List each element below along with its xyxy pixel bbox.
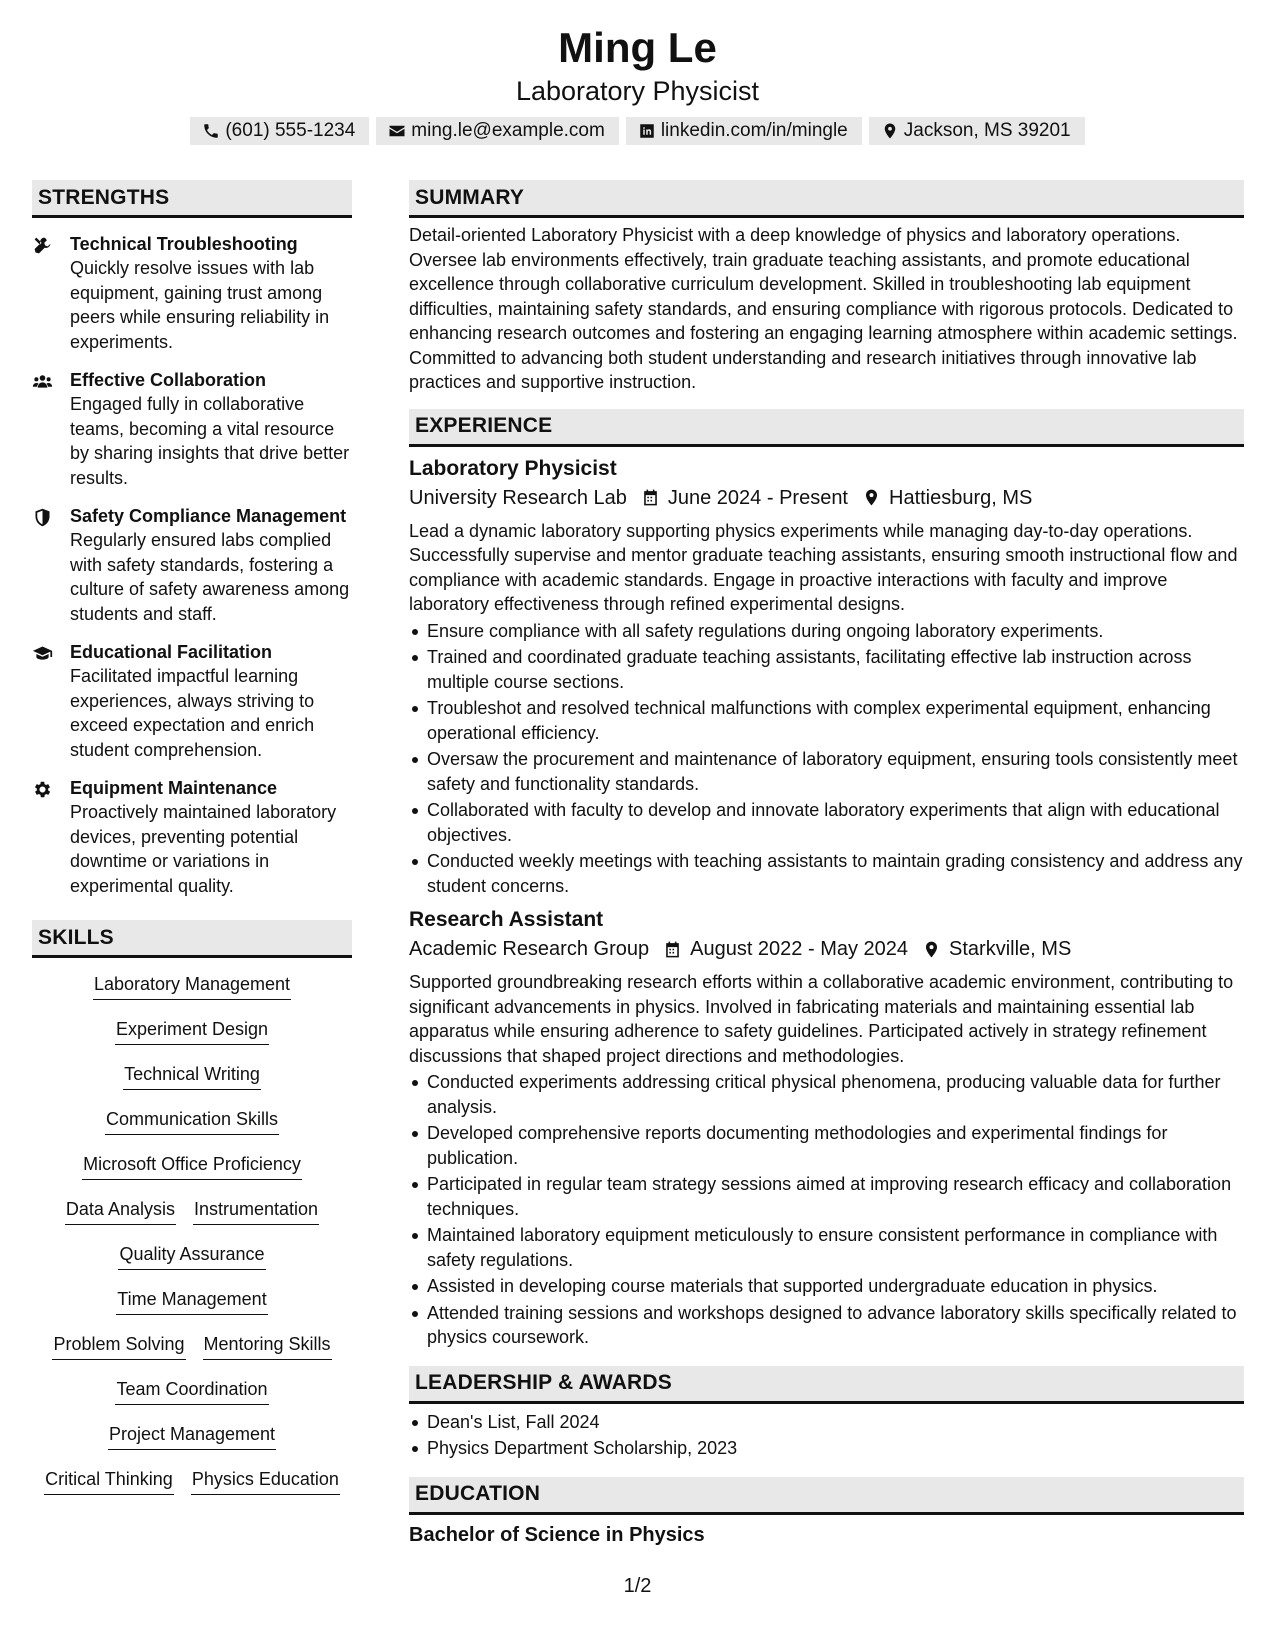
award-item: Physics Department Scholarship, 2023 — [409, 1436, 1244, 1461]
skill-tag: Experiment Design — [115, 1017, 269, 1045]
bullet-item: Troubleshot and resolved technical malfunctions with complex experimental equipment, enhancing operational efficiency. — [409, 696, 1244, 745]
strength-item — [32, 504, 352, 626]
contact-location — [869, 117, 1085, 145]
job-location: Starkville, MS — [949, 938, 1072, 960]
strengths-heading: STRENGTHS — [32, 180, 352, 218]
contact-location-text: Jackson, MS 39201 — [903, 120, 1071, 141]
bullet-item: Participated in regular team strategy sessions aimed at improving research efficacy and collaboration techniques. — [409, 1172, 1244, 1221]
job-meta — [409, 483, 1244, 513]
strength-desc: Facilitated impactful learning experiences, always striving to exceed expectation and enrich student comprehension. — [70, 666, 315, 760]
job-entry — [409, 906, 1244, 1350]
leadership-heading: LEADERSHIP & AWARDS — [409, 1366, 1244, 1404]
strength-desc: Engaged fully in collaborative teams, becoming a vital resource by sharing insights that drive better results. — [70, 394, 350, 488]
strength-title: Effective Collaboration — [70, 370, 267, 390]
strength-item — [32, 640, 352, 762]
skills-heading: SKILLS — [32, 920, 352, 958]
experience-heading: EXPERIENCE — [409, 409, 1244, 447]
skill-tag: Problem Solving — [52, 1332, 185, 1360]
contact-email-text: ming.le@example.com — [411, 120, 605, 141]
strength-desc: Proactively maintained laboratory devices, preventing potential downtime or variations in experimental quality. — [70, 802, 337, 896]
resume-header — [0, 22, 1275, 145]
linkedin-icon — [638, 122, 656, 140]
skill-tag: Technical Writing — [123, 1062, 261, 1090]
degree-title: Bachelor of Science in Physics — [409, 1523, 705, 1546]
bullet-item: Ensure compliance with all safety regulations during ongoing laboratory experiments. — [409, 619, 1244, 644]
bullet-item: Attended training sessions and workshops designed to advance laboratory skills specifically related to physics coursework. — [409, 1301, 1244, 1350]
tools-icon — [32, 235, 53, 256]
strength-title: Educational Facilitation — [70, 642, 273, 662]
job-bullets — [409, 619, 1244, 899]
job-title: Laboratory Physicist — [409, 456, 617, 480]
skill-tag: Physics Education — [191, 1467, 340, 1495]
job-description: Supported groundbreaking research efforts within a collaborative academic environment, contributing to significant advancements in physics. Involved in fabricating materials and maintaining essential lab apparatus while ensuring adherence to safety guidelines. Participated actively in strategy refinement discussions that shaped project directions and methodologies. — [409, 972, 1234, 1066]
strength-title: Technical Troubleshooting — [70, 234, 298, 254]
contact-linkedin-text: linkedin.com/in/mingle — [660, 120, 848, 141]
bullet-item: Trained and coordinated graduate teaching assistants, facilitating effective lab instruction across multiple course sections. — [409, 645, 1244, 694]
skill-tag: Quality Assurance — [118, 1242, 265, 1270]
strength-desc: Quickly resolve issues with lab equipment, gaining trust among peers while ensuring reliability in experiments. — [70, 258, 330, 352]
job-org: Academic Research Group — [409, 938, 650, 960]
calendar-icon — [663, 940, 682, 959]
skill-tag: Laboratory Management — [93, 972, 291, 1000]
bullet-item: Conducted experiments addressing critical physical phenomena, producing valuable data for further analysis. — [409, 1070, 1244, 1119]
summary-heading: SUMMARY — [409, 180, 1244, 218]
contact-linkedin[interactable] — [626, 117, 862, 145]
page-number: 1/2 — [623, 1575, 652, 1597]
job-org: University Research Lab — [409, 486, 627, 509]
candidate-name: Ming Le — [558, 24, 717, 71]
strength-item — [32, 368, 352, 490]
skill-tag: Critical Thinking — [44, 1467, 174, 1495]
job-dates: August 2022 - May 2024 — [690, 938, 909, 960]
skill-tag: Instrumentation — [193, 1197, 319, 1225]
contact-phone-text: (601) 555-1234 — [225, 120, 356, 141]
skill-tag: Team Coordination — [115, 1377, 268, 1405]
strength-item — [32, 232, 352, 354]
contact-bar — [0, 117, 1275, 145]
skill-tag: Time Management — [116, 1287, 267, 1315]
education-heading: EDUCATION — [409, 1477, 1244, 1515]
shield-icon — [32, 507, 53, 528]
award-item: Dean's List, Fall 2024 — [409, 1410, 1244, 1435]
job-dates: June 2024 - Present — [667, 486, 848, 509]
strength-item — [32, 776, 352, 898]
awards-list — [409, 1410, 1244, 1461]
job-bullets — [409, 1070, 1244, 1350]
skill-tag: Communication Skills — [105, 1107, 279, 1135]
bullet-item: Maintained laboratory equipment meticulously to ensure consistent performance in compliance with safety regulations. — [409, 1223, 1244, 1272]
calendar-icon — [641, 488, 660, 507]
job-description: Lead a dynamic laboratory supporting physics experiments while managing day-to-day operations. Successfully supervise and mentor graduate teaching assistants, ensuring smooth instructional flow and compliance with academic standards. Engage in proactive interactions with faculty and improve laboratory effectiveness through refined experimental designs. — [409, 520, 1238, 614]
contact-phone[interactable] — [190, 117, 369, 145]
job-entry — [409, 455, 1244, 899]
skill-tag: Project Management — [108, 1422, 276, 1450]
job-meta — [409, 934, 1244, 964]
map-pin-icon — [862, 488, 881, 507]
bullet-item: Developed comprehensive reports documenting methodologies and experimental findings for publication. — [409, 1121, 1244, 1170]
bullet-item: Oversaw the procurement and maintenance of laboratory equipment, ensuring tools consistently meet safety and functionality standards. — [409, 747, 1244, 796]
contact-email[interactable] — [376, 117, 619, 145]
strength-desc: Regularly ensured labs complied with safety standards, fostering a culture of safety awareness among students and staff. — [70, 530, 350, 624]
job-title: Research Assistant — [409, 908, 604, 931]
skill-tag: Data Analysis — [65, 1197, 176, 1225]
candidate-title: Laboratory Physicist — [515, 76, 760, 106]
users-icon — [32, 371, 53, 392]
bullet-item: Conducted weekly meetings with teaching assistants to maintain grading consistency and address any student concerns. — [409, 849, 1244, 898]
left-column — [32, 180, 352, 1512]
job-location: Hattiesburg, MS — [889, 486, 1033, 509]
skill-tag: Mentoring Skills — [203, 1332, 332, 1360]
map-pin-icon — [922, 940, 941, 959]
strength-title: Safety Compliance Management — [70, 506, 347, 526]
bullet-item: Collaborated with faculty to develop and innovate laboratory experiments that align with educational objectives. — [409, 798, 1244, 847]
summary-text: Detail-oriented Laboratory Physicist with a deep knowledge of physics and laboratory operations. Oversee lab environments effectively, train graduate teaching assistants, and promote educational excellence through collaborative curriculum development. Skilled in troubleshooting lab equipment difficulties, maintaining safety standards, and ensuring compliance with rigorous protocols. Dedicated to enhancing research outcomes and fostering an engaging learning atmosphere within academic settings. Committed to advancing both student understanding and research initiatives through innovative lab practices and supportive instruction. — [409, 225, 1238, 392]
skill-tag: Microsoft Office Proficiency — [82, 1152, 302, 1180]
strength-title: Equipment Maintenance — [70, 778, 278, 798]
envelope-icon — [388, 122, 406, 140]
right-column — [409, 180, 1244, 1547]
phone-icon — [202, 122, 220, 140]
gear-icon — [32, 779, 53, 800]
graduation-cap-icon — [32, 643, 53, 664]
bullet-item: Assisted in developing course materials that supported undergraduate education in physics. — [409, 1274, 1244, 1299]
skills-list — [32, 972, 352, 1512]
map-pin-icon — [881, 122, 899, 140]
